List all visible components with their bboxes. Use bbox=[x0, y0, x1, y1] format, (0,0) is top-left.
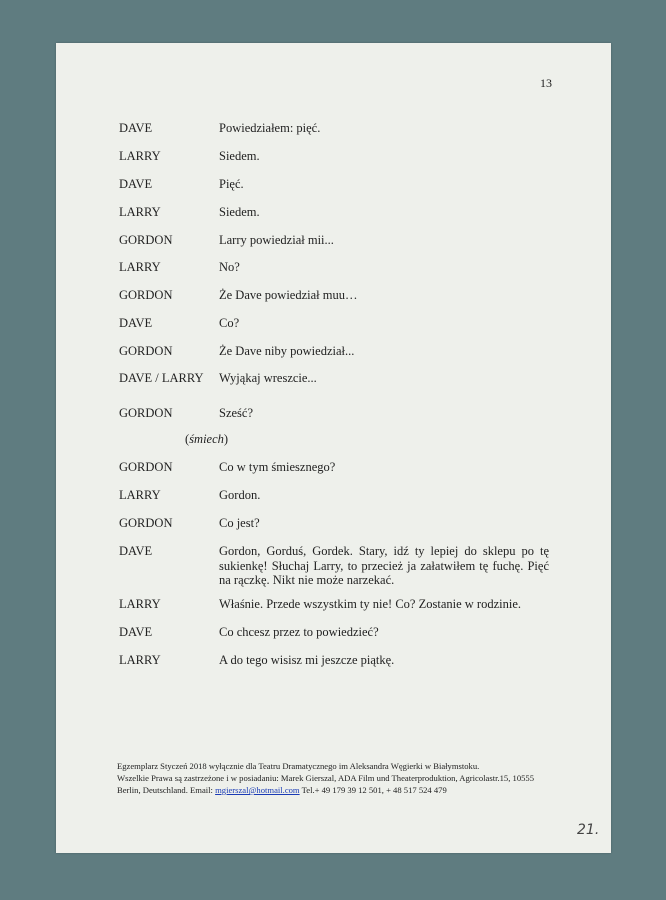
dialogue-line: Co chcesz przez to powiedzieć? bbox=[219, 625, 379, 639]
dialogue-line: Larry powiedział mii... bbox=[219, 233, 334, 247]
dialogue-line: Co? bbox=[219, 316, 240, 330]
footer-line: Egzemplarz Styczeń 2018 wyłącznie dla Teatru Dramatycznego im Aleksandra Węgierki w Białymstoku. bbox=[117, 761, 480, 771]
dialogue-line: Powiedziałem: pięć. bbox=[219, 121, 321, 135]
stage-direction-close-paren: ) bbox=[223, 432, 229, 446]
speaker-name: DAVE / LARRY bbox=[119, 371, 204, 385]
speaker-name: GORDON bbox=[119, 344, 173, 358]
speaker-name: GORDON bbox=[119, 406, 173, 420]
document-page bbox=[56, 43, 611, 853]
dialogue-line: Właśnie. Przede wszystkim ty nie! Co? Zostanie w rodzinie. bbox=[219, 597, 522, 611]
footer-line bbox=[117, 784, 557, 796]
speaker-name: DAVE bbox=[119, 544, 153, 558]
handwritten-page-mark: 21. bbox=[577, 822, 600, 838]
speaker-name: DAVE bbox=[119, 121, 153, 135]
speaker-name: LARRY bbox=[119, 205, 161, 219]
copyright-footer bbox=[117, 760, 557, 796]
footer-line-suffix: Tel.+ 49 179 39 12 501, + 48 517 524 479 bbox=[299, 785, 447, 795]
dialogue-line: A do tego wisisz mi jeszcze piątkę. bbox=[219, 653, 395, 667]
stage-direction-text: śmiech bbox=[189, 432, 224, 446]
stage-direction bbox=[185, 432, 228, 447]
dialogue-line: Siedem. bbox=[219, 205, 260, 219]
dialogue-line: No? bbox=[219, 260, 240, 274]
speaker-name: GORDON bbox=[119, 288, 173, 302]
dialogue-line: Że Dave niby powiedział... bbox=[219, 344, 355, 358]
dialogue-line: Siedem. bbox=[219, 149, 260, 163]
footer-line-prefix: Berlin, Deutschland. Email: bbox=[117, 785, 216, 795]
dialogue-line: Wyjąkaj wreszcie... bbox=[219, 371, 317, 385]
speaker-name: DAVE bbox=[119, 177, 153, 191]
dialogue-line: Pięć. bbox=[219, 177, 244, 191]
speaker-name: GORDON bbox=[119, 460, 173, 474]
stage-direction-open-paren: ( bbox=[185, 432, 190, 446]
footer-line: Wszelkie Prawa są zastrzeżone i w posiadaniu: Marek Gierszal, ADA Film und Theaterproduktion, Agricolastr.15, 10555 bbox=[117, 773, 535, 783]
dialogue-line: Sześć? bbox=[219, 406, 254, 420]
speaker-name: GORDON bbox=[119, 233, 173, 247]
speaker-name: LARRY bbox=[119, 653, 161, 667]
speaker-name: DAVE bbox=[119, 625, 153, 639]
speaker-name: LARRY bbox=[119, 260, 161, 274]
dialogue-line: Co jest? bbox=[219, 516, 260, 530]
speaker-name: LARRY bbox=[119, 488, 161, 502]
dialogue-line: Gordon, Gorduś, Gordek. Stary, idź ty lepiej do sklepu po tę sukienkę! Słuchaj Larry, to przecież ja załatwiłem tę fuchę. Pięć na rączkę. Nikt nie może narzekać. bbox=[219, 544, 549, 587]
speaker-name: LARRY bbox=[119, 597, 161, 611]
page-number: 13 bbox=[540, 76, 552, 90]
dialogue-line: Gordon. bbox=[219, 488, 261, 502]
dialogue-line: Że Dave powiedział muu… bbox=[219, 288, 358, 302]
email-link[interactable]: mgierszal@hotmail.com bbox=[215, 785, 300, 795]
dialogue-line: Co w tym śmiesznego? bbox=[219, 460, 336, 474]
speaker-name: GORDON bbox=[119, 516, 173, 530]
speaker-name: LARRY bbox=[119, 149, 161, 163]
speaker-name: DAVE bbox=[119, 316, 153, 330]
